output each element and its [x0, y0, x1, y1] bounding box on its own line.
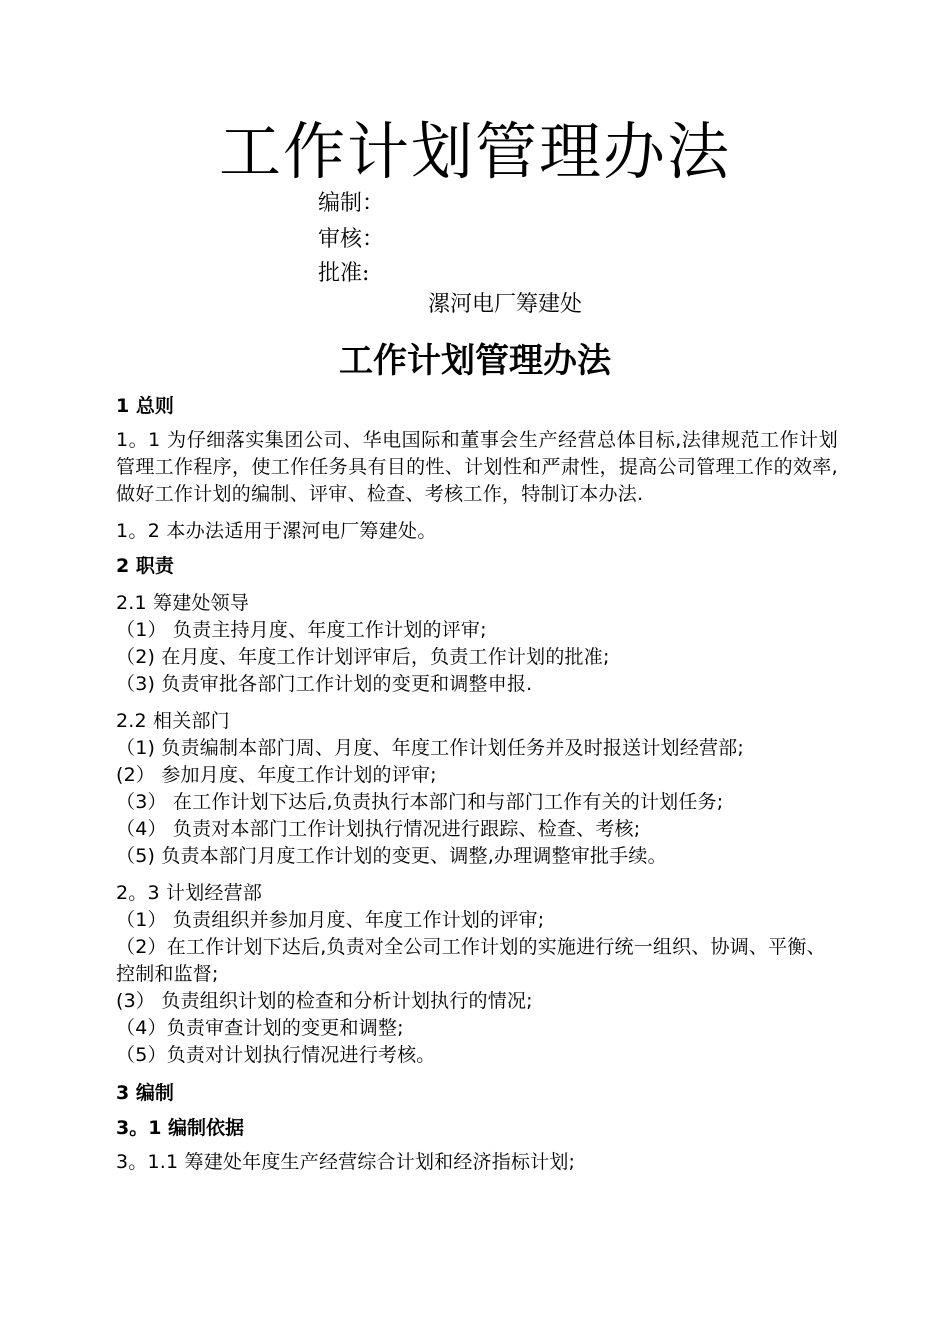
list-item: （5）负责对计划执行情况进行考核。	[116, 1044, 436, 1066]
list-item: (2） 参加月度、年度工作计划的评审;	[116, 764, 437, 786]
list-item: （2) 在月度、年度工作计划评审后，负责工作计划的批准;	[116, 646, 610, 668]
approved-by-label: 批准:	[318, 261, 370, 286]
list-item: （1） 负责组织并参加月度、年度工作计划的评审;	[116, 909, 545, 931]
compiled-by-label: 编制：	[318, 191, 385, 216]
list-item: （5) 负责本部门月度工作计划的变更、调整,办理调整审批手续。	[116, 845, 667, 867]
list-item: （1) 负责编制本部门周、月度、年度工作计划任务并及时报送计划经营部;	[116, 737, 744, 759]
document-body	[116, 392, 838, 1176]
list-item: （2）在工作计划下达后,负责对全公司工作计划的实施进行统一组织、协调、平衡、控制和监督;	[116, 936, 826, 985]
list-item: （4） 负责对本部门工作计划执行情况进行跟踪、检查、考核;	[116, 818, 641, 840]
subsection-2-3-title: 2。3 计划经营部	[116, 882, 263, 904]
list-item: (3） 负责组织计划的检查和分析计划执行的情况;	[116, 990, 533, 1012]
section-1-heading: 1 总则	[116, 395, 174, 417]
list-item: （1） 负责主持月度、年度工作计划的评审;	[116, 619, 487, 641]
section-2-heading: 2 职责	[116, 555, 174, 577]
subsection-2-1-title: 2.1 筹建处领导	[116, 592, 250, 614]
section-3-heading: 3 编制	[116, 1082, 174, 1104]
organization-name: 漯河电厂筹建处	[427, 292, 582, 317]
paragraph-3-1-1: 3。1.1 筹建处年度生产经营综合计划和经济指标计划;	[116, 1151, 576, 1173]
reviewed-by-label: 审核：	[318, 227, 385, 252]
cover-title: 工作计划管理办法	[218, 115, 731, 188]
subsection-3-1-heading: 3。1 编制依据	[116, 1117, 245, 1139]
paragraph-1-2: 1。2 本办法适用于漯河电厂筹建处。	[116, 520, 437, 542]
paragraph-1-1: 1。1 为仔细落实集团公司、华电国际和董事会生产经营总体目标,法律规范工作计划管理工作程序，使工作任务具有目的性、计划性和严肃性，提高公司管理工作的效率,做好工作计划的编制、评审、检查、考核工作，特制订本办法.	[116, 429, 838, 505]
document-title: 工作计划管理办法	[339, 341, 611, 381]
subsection-2-2-title: 2.2 相关部门	[116, 710, 230, 732]
list-item: （3） 在工作计划下达后,负责执行本部门和与部门工作有关的计划任务;	[116, 791, 724, 813]
list-item: （4）负责审查计划的变更和调整;	[116, 1017, 404, 1039]
list-item: （3) 负责审批各部门工作计划的变更和调整申报.	[116, 673, 533, 695]
